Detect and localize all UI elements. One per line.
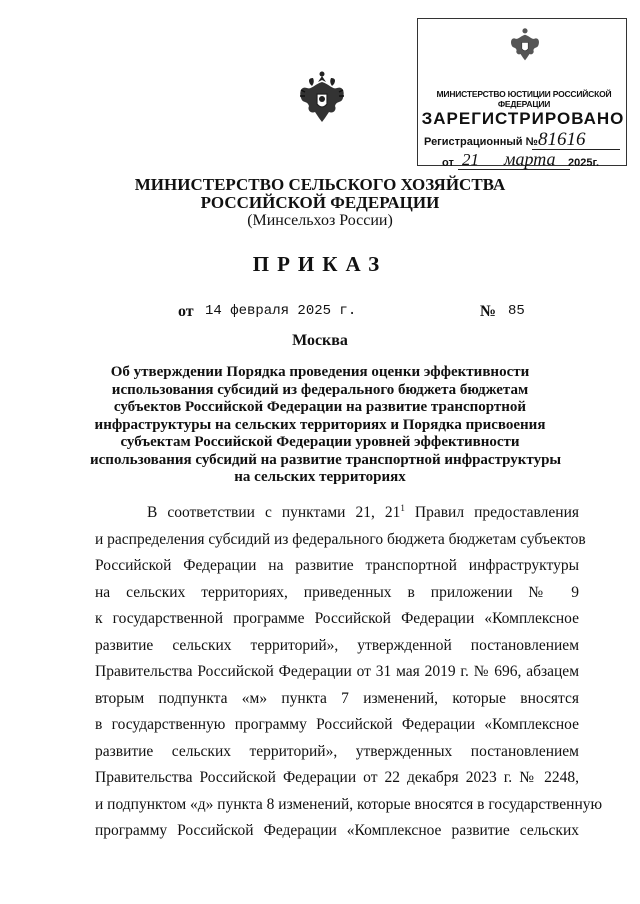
- order-title: [90, 364, 562, 487]
- title-line: использования субсидий из федерального бюджета бюджетам: [111, 381, 529, 398]
- title-line: на сельских территориях: [234, 469, 406, 485]
- stamp-date-underline: [458, 169, 570, 170]
- title-line: субъектам Российской Федерации уровней эффективности: [120, 434, 520, 450]
- order-number: 85: [508, 303, 525, 319]
- body-line: вторым подпункта «м» пункта 7 изменений, которые вносятся: [95, 689, 579, 707]
- body-line: программу Российской Федерации «Комплексное развитие сельских: [95, 822, 579, 839]
- stamp-registered-text: ЗАРЕГИСТРИРОВАНО: [421, 109, 625, 128]
- ministry-name-line2: РОССИЙСКОЙ ФЕДЕРАЦИИ: [200, 193, 440, 212]
- document-type-title: ПРИКАЗ: [252, 252, 388, 276]
- body-line: Правительства Российской Федерации от 31 мая 2019 г. № 696, абзацем: [95, 663, 579, 680]
- stamp-date-prefix: от: [442, 157, 454, 169]
- ministry-name-line1: МИНИСТЕРСТВО СЕЛЬСКОГО ХОЗЯЙСТВА: [134, 175, 506, 194]
- body-paragraph: [95, 500, 603, 845]
- body-text-segment: Правил предоставления: [404, 504, 579, 521]
- body-line: к государственной программе Российской Федерации «Комплексное: [95, 610, 579, 627]
- title-line: инфраструктуры на сельских территориях и Порядка присвоения: [94, 416, 546, 433]
- order-number-label: №: [480, 303, 497, 320]
- body-line: и распределения субсидий из федерального бюджета бюджетам субъектов: [95, 530, 586, 548]
- city: Москва: [292, 332, 348, 349]
- stamp-reg-number: 81616: [538, 129, 586, 150]
- stamp-ministry-text: МИНИСТЕРСТВО ЮСТИЦИИ РОССИЙСКОЙ ФЕДЕРАЦИИ: [436, 89, 612, 109]
- body-line: в государственную программу Российской Федерации «Комплексное: [95, 716, 579, 733]
- title-line: Об утверждении Порядка проведения оценки эффективности: [110, 364, 530, 380]
- stamp-date-year: 2025г.: [568, 157, 600, 169]
- stamp-date-month: марта: [504, 149, 556, 169]
- superscript: 1: [400, 502, 405, 513]
- title-line: использования субсидий на развитие транспортной инфраструктуры: [90, 451, 562, 468]
- stamp-date-day: 21: [462, 150, 479, 169]
- coat-of-arms-icon: [297, 70, 347, 126]
- body-line: развитие сельских территорий», утвержденных постановлением: [95, 742, 579, 760]
- body-line: [95, 500, 579, 527]
- body-line: на сельских территориях, приведенных в приложении № 9: [95, 583, 579, 601]
- body-line: Правительства Российской Федерации от 22 декабря 2023 г. № 2248,: [95, 769, 579, 786]
- order-date-label: от: [178, 303, 194, 320]
- body-line: развитие сельских территорий», утвержденной постановлением: [95, 636, 579, 654]
- body-line: и подпунктом «д» пункта 8 изменений, которые вносятся в государственную: [95, 795, 603, 813]
- title-line: субъектов Российской Федерации на развитие транспортной: [113, 399, 527, 415]
- ministry-short-name: (Минсельхоз России): [247, 212, 393, 229]
- stamp-coat-of-arms-icon: [508, 27, 542, 63]
- body-line: Российской Федерации на развитие транспортной инфраструктуры: [95, 557, 579, 574]
- stamp-reg-label: Регистрационный №: [424, 136, 538, 148]
- order-date: 14 февраля 2025 г.: [205, 303, 357, 319]
- body-text-segment: В соответствии с пунктами 21, 21: [147, 504, 401, 521]
- registration-stamp: [417, 18, 627, 169]
